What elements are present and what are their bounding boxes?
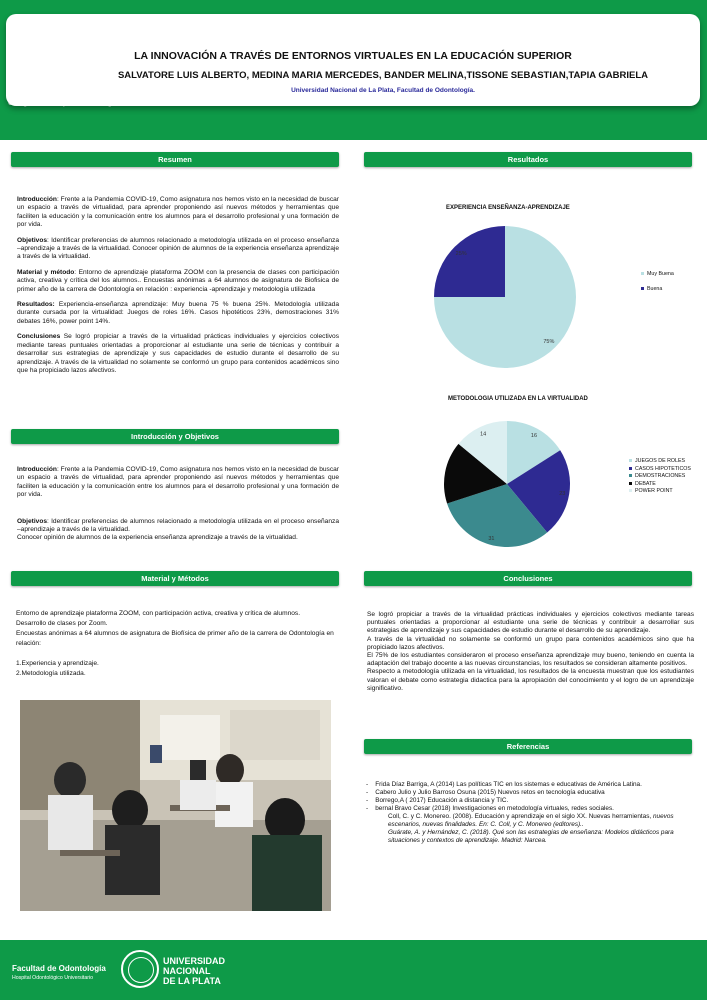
chart2-data-label-1: 23 <box>559 490 566 497</box>
section-header-conclusiones: Conclusiones <box>364 571 692 586</box>
chart2-legend-swatch-4 <box>629 489 632 492</box>
classroom-photo <box>20 700 331 911</box>
section-header-resumen: Resumen <box>11 152 339 167</box>
section-header-intro: Introducción y Objetivos <box>11 429 339 444</box>
footer-faculty: Facultad de Odontología <box>12 964 106 973</box>
chart2-legend-label-4: POWER POINT <box>635 488 673 495</box>
material-line-2: Desarrollo de clases por Zoom. <box>16 620 108 627</box>
footer-univ-line-1: UNIVERSIDAD <box>163 956 226 966</box>
resumen-mat-text: : Entorno de aprendizaje plataforma ZOOM con la presencia de clases con participación activa, creativa y crítica del los alumnos.. Encuestas anónimas a 64 alumnos de asignatura de Biofisica de primer año de la carrera de Odontología en relación : experiencia -aprendizaje y metodología utilizada <box>17 268 339 293</box>
chart1-slice-buena <box>434 226 505 297</box>
reference-1: - Frida Díaz Barriga, A (2014) Las políticas TIC en los sistemas e educativas de América Latina. <box>366 781 642 788</box>
resumen-obj-label: Objetivos <box>17 236 48 244</box>
poster-authors: SALVATORE LUIS ALBERTO, MEDINA MARIA MERCEDES, BANDER MELINA,TISSONE SEBASTIAN,TAPIA GABRIELA <box>117 70 649 81</box>
footer-univ-line-2: NACIONAL <box>163 966 211 976</box>
material-line-1: Entorno de aprendizaje plataforma ZOOM, con participación activa, creativa y crítica de alumnos. <box>16 610 301 617</box>
chart2-legend <box>629 458 691 496</box>
chart2-legend-item-2 <box>629 473 691 481</box>
chart2-data-label-4: 14 <box>480 431 487 438</box>
footer-univ-line-3: DE LA PLATA <box>163 976 221 986</box>
title-card <box>6 14 700 106</box>
reference-6: Guárate, A. y Hernández, C. (2018). Qué son las estrategias de enseñanza: Modelos didácticos para situaciones y contextos de aprendizaje. Madrid: Narcea. <box>388 829 674 844</box>
chart2-legend-swatch-1 <box>629 467 632 470</box>
reference-5-italic: nuevos escenarios, nuevas finalidades. En: C. Coll, y C. Monereo (editores).. <box>388 813 674 828</box>
university-seal-inner <box>128 957 154 983</box>
conclusiones-p3: El 75% de los estudiantes consideraron el proceso enseñanza aprendizaje muy bueno, teniendo en cuenta la adaptación del trabajo docente a las nuevas circunstancias, los resultados se consideran altamente positivos. <box>367 652 694 668</box>
chart1-data-label-1: 25% <box>455 251 467 258</box>
chart1-legend-swatch-1 <box>641 287 644 290</box>
material-item-2: 2.Metodología utilizada. <box>16 670 86 677</box>
classroom-photo-illustration <box>20 700 331 911</box>
intro-intro-text: : Frente a la Pandemia COVID-19, Como asignatura nos hemos visto en la necesidad de buscar un espacio a través de virtualidad, para aprender proponiendo así nuevos métodos y herramientas que faciliten la educación y la comunicación entre los alumnos para el desarrollo profesional y una formación de por vida. <box>17 466 339 499</box>
chart1-legend-swatch-0 <box>641 272 644 275</box>
intro-obj-text-2: Conocer opinión de alumnos de la experiencia enseñanza aprendizaje a través de la virtualidad. <box>17 534 298 542</box>
resumen-res-text: Experiencia-enseñanza aprendizaje: Muy buena 75 % buena 25%. Metodología utilizada durante cursada por la virtualidad: Juegos de roles 16%. Casos hipotéticos 23%, demostraciones 31% debates 16%, power point 14%. <box>17 301 339 325</box>
section-header-resultados: Resultados <box>364 152 692 167</box>
conclusiones-p4: Respecto a metodología utilizada en la virtualidad, los resultados de la encuesta muestran que los estudiantes valoran el debate como estrategia didactica para la apropiación del conocimiento y el logro de un aprendizaje significativo. <box>367 668 694 692</box>
chart1-title: EXPERIENCIA ENSEÑANZA-APRENDIZAJE <box>446 205 570 211</box>
chart1-legend-label-0: Muy Buena <box>647 271 674 277</box>
material-text <box>16 609 341 679</box>
reference-1-text: Frida Díaz Barriga, A (2014) Las políticas TIC en los sistemas e educativas de América Latina. <box>375 781 642 788</box>
university-seal-icon <box>121 950 159 988</box>
chart1-legend-item-1 <box>641 286 674 294</box>
chart2-legend-label-0: JUEGOS DE ROLES <box>635 458 686 464</box>
resumen-con-label: Conclusiones <box>17 333 61 341</box>
resumen-con-text: Se logró propiciar a través de la virtualidad prácticas individuales y ejercicios colectivos mediante tareas puntuales orientadas a proporcionar al estudiante una serie de técnicas y contribuir a desarrollar sus estrategias de aprendizaje y sus capacidades de estudio durante el desarrollo de su aprendizaje. A través de la virtualidad no solamente se conformó un grupo para contenidos académicos sino que ha propiciado lazos afectivos. <box>17 333 339 374</box>
conclusiones-p1: Se logró propiciar a través de la virtualidad prácticas individuales y ejercicios colectivos mediante tareas puntuales orientadas a proporcionar al estudiante una serie de técnicas y contribuir a desarrollar sus estrategias de aprendizaje y sus capacidades de estudio durante el desarrollo de su aprendizaje. <box>367 611 694 635</box>
material-line-3: Encuestas anónimas a 64 alumnos de asignatura de Biofísica de primer año de la carrera de Odontología en relación: <box>16 630 334 647</box>
chart2-legend-swatch-2 <box>629 474 632 477</box>
chart2-legend-label-1: CASOS HIPOTETICOS <box>635 465 691 472</box>
section-header-referencias: Referencias <box>364 739 692 754</box>
reference-5-text: Coll, C. y C. Monereo. (2008). Educación y aprendizaje en el siglo XX. Nuevas herramientas, <box>388 813 652 820</box>
reference-3-text: Borrego,A ( 2017) Educación a distancia y TIC. <box>375 797 509 804</box>
chart2-title: METODOLOGIA UTILIZADA EN LA VIRTUALIDAD <box>448 396 588 402</box>
intro-obj-label: Objetivos <box>17 517 48 525</box>
chart1-pie <box>430 222 580 372</box>
resumen-intro-text: : Frente a la Pandemia COVID-19, Como asignatura nos hemos visto en la necesidad de buscar un espacio a través de virtualidad, para aprender proponiendo así nuevos métodos y herramientas que faciliten la educación y la comunicación entre los alumnos para el desarrollo profesional y una formación de por vida. <box>17 196 339 229</box>
footer-hospital: Hospital Odontológico Universitario <box>12 975 94 981</box>
chart2-legend-swatch-0 <box>629 459 632 462</box>
reference-2-text: Cabero Julio y Julio Barroso Osuna (2015) Nuevos retos en tecnología educativa <box>375 789 605 796</box>
section-header-material: Material y Métodos <box>11 571 339 586</box>
chart1-data-label-0: 75% <box>543 338 555 345</box>
chart2-legend-label-2: DEMOSTRACIONES <box>635 473 686 480</box>
resumen-obj-text: : Identificar preferencias de alumnos relacionado a metodología utilizada en el proceso enseñanza –aprendizaje a través de la virtualidad. Conocer opinión de alumnos de la experiencia enseñanza aprendizaje a través de la virtualidad. <box>17 236 339 261</box>
chart2-legend-swatch-3 <box>629 482 632 485</box>
intro-text <box>17 466 339 550</box>
material-item-1: 1.Experiencia y aprendizaje. <box>16 660 99 667</box>
chart2-legend-item-1 <box>629 466 691 474</box>
resumen-text <box>17 196 339 382</box>
reference-4: - bernal Bravo Cesar (2018) Investigaciones en metodología virtuales, redes sociales. <box>366 805 614 812</box>
references-list <box>366 781 696 845</box>
reference-3: - Borrego,A ( 2017) Educación a distancia y TIC. <box>366 797 509 804</box>
conclusiones-p2: A través de la virtualidad no solamente se conformó un grupo para contenidos académicos sino que ha propiciado lazos afectivos. <box>367 635 694 651</box>
resumen-mat-label: Material y método <box>17 268 75 276</box>
intro-intro-label: Introducción <box>17 466 57 473</box>
conclusiones-text <box>367 611 694 693</box>
chart1-legend <box>641 271 674 293</box>
reference-2: - Cabero Julio y Julio Barroso Osuna (2015) Nuevos retos en tecnología educativa <box>366 789 605 796</box>
chart2-legend-item-3 <box>629 481 691 489</box>
footer-bar <box>0 940 707 1000</box>
chart2-data-label-0: 16 <box>530 432 538 439</box>
intro-obj-text: : Identificar preferencias de alumnos relacionado a metodología utilizada en el proceso enseñanza –aprendizaje a través de la virtualidad. <box>17 517 339 534</box>
resumen-res-label: Resultados: <box>17 301 55 309</box>
chart1-legend-label-1: Buena <box>647 285 663 292</box>
chart1-legend-item-0 <box>641 271 674 279</box>
chart2-pie <box>441 414 575 554</box>
chart2-legend-item-0 <box>629 458 691 466</box>
resumen-intro-label: Introducción <box>17 196 57 203</box>
poster-title: LA INNOVACIÓN A TRAVÉS DE ENTORNOS VIRTUALES EN LA EDUCACIÓN SUPERIOR <box>134 50 572 62</box>
chart2-legend-item-4 <box>629 488 691 496</box>
poster-affiliation: Universidad Nacional de La Plata, Facultad de Odontología. <box>291 87 475 94</box>
reference-4-text: bernal Bravo Cesar (2018) Investigaciones en metodología virtuales, redes sociales. <box>375 805 614 812</box>
reference-5 <box>366 813 696 829</box>
chart2-legend-label-3: DEBATE <box>635 480 656 487</box>
chart2-data-label-2: 31 <box>488 535 495 542</box>
